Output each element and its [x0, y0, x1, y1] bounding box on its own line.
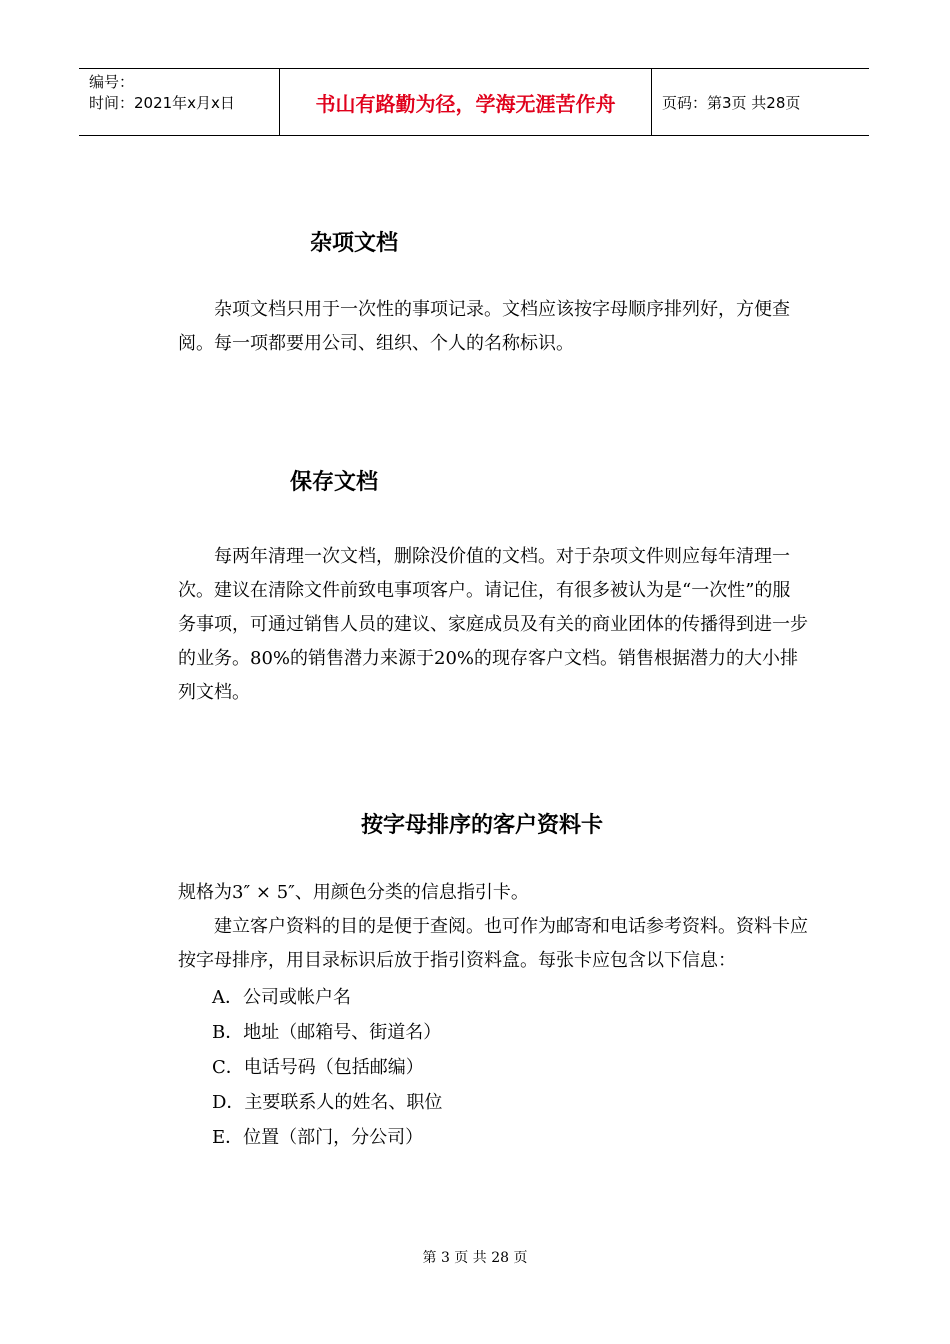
list-item: A．公司或帐户名	[212, 987, 351, 1008]
list-item: C．电话号码（包括邮编）	[212, 1057, 424, 1078]
section-paragraph-cards: 建立客户资料的目的是便于查阅。也可作为邮寄和电话参考资料。资料卡应按字母排序，用目录标识后放于指引资料盒。每张卡应包含以下信息：	[178, 916, 808, 971]
section-heading-misc: 杂项文档	[310, 231, 399, 256]
document-header	[79, 68, 869, 136]
list-item: B．地址（邮箱号、街道名）	[212, 1022, 442, 1043]
list-item: D．主要联系人的姓名、职位	[212, 1092, 443, 1113]
section-heading-cards: 按字母排序的客户资料卡	[361, 813, 604, 838]
section-heading-save: 保存文档	[290, 470, 379, 495]
card-spec: 规格为3″ × 5″、用颜色分类的信息指引卡。	[178, 882, 529, 903]
section-paragraph-save: 每两年清理一次文档，删除没价值的文档。对于杂项文件则应每年清理一次。建议在清除文件前致电事项客户。请记住，有很多被认为是“一次性”的服务事项，可通过销售人员的建议、家庭成员及有关的商业团体的传播得到进一步的业务。80%的销售潜力来源于20%的现存客户文档。销售根据潜力的大小排列文档。	[178, 546, 808, 703]
section-paragraph-misc: 杂项文档只用于一次性的事项记录。文档应该按字母顺序排列好，方便查阅。每一项都要用公司、组织、个人的名称标识。	[178, 299, 790, 354]
list-item: E．位置（部门，分公司）	[212, 1127, 424, 1148]
header-meta	[79, 69, 280, 135]
page-footer: 第 3 页 共 28 页	[422, 1250, 528, 1266]
number-label: 编号：	[89, 73, 135, 91]
time-label: 时间：2021年x月x日	[89, 94, 235, 112]
page-indicator: 页码：第3页 共28页	[662, 93, 801, 112]
motto: 书山有路勤为径，学海无涯苦作舟	[280, 69, 652, 135]
